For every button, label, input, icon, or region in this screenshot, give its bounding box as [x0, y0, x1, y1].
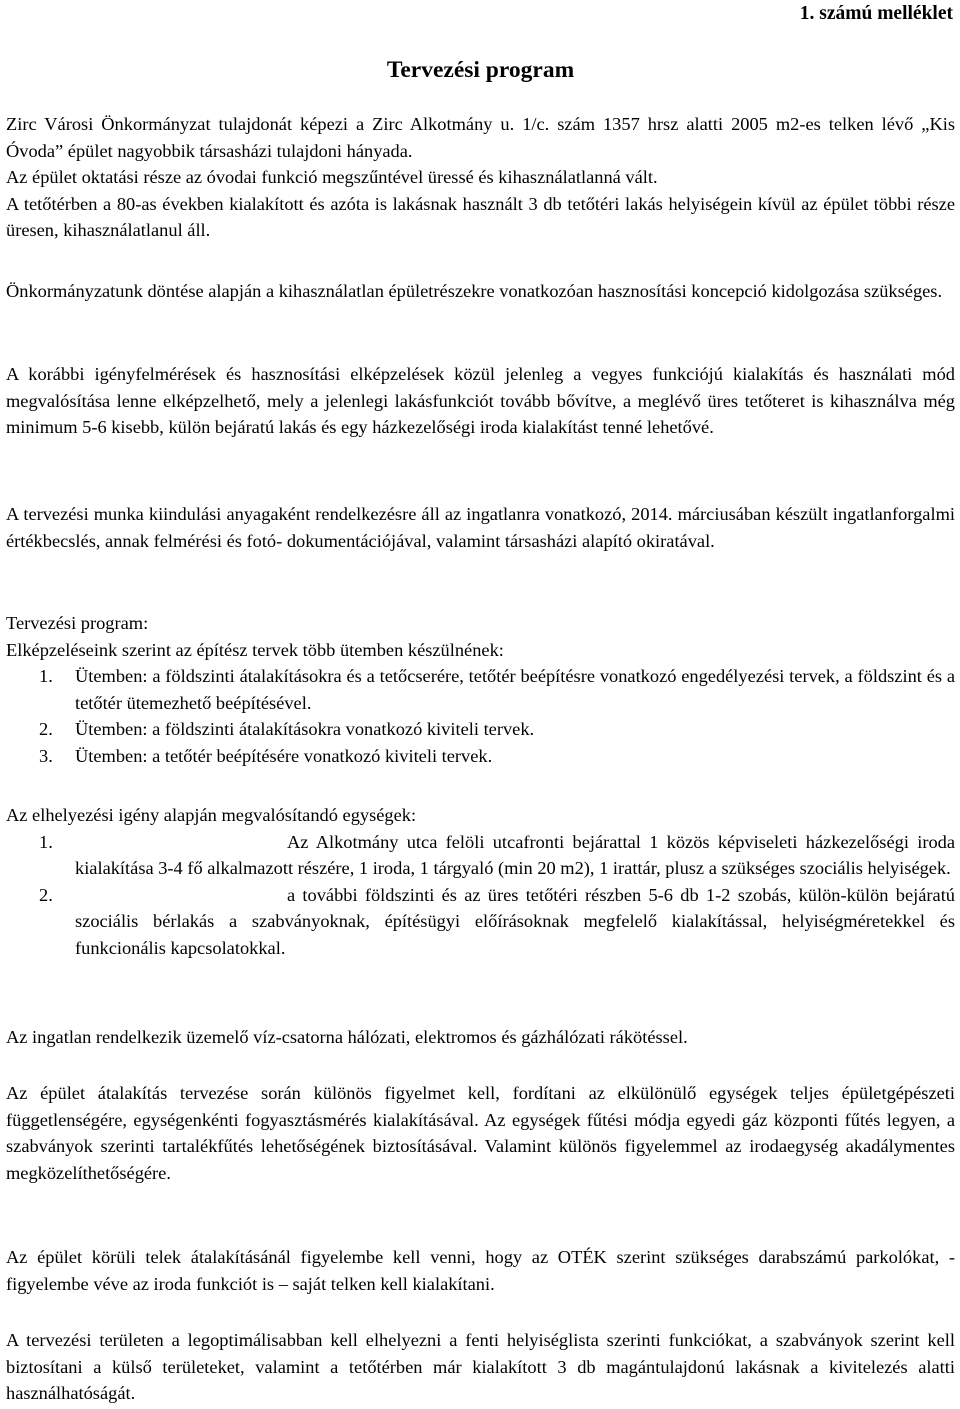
annex-label: 1. számú melléklet — [799, 3, 953, 24]
list-item-text: Ütemben: a földszinti átalakításokra vonatkozó kiviteli tervek. — [75, 719, 535, 740]
paragraph-parking — [6, 1244, 955, 1297]
intro-line-2: Az épület oktatási része az óvodai funkció megszűntével üressé és kihasználatlanná vált. — [6, 167, 658, 188]
intro-paragraph — [6, 111, 955, 244]
program-section — [6, 610, 955, 770]
program-phase-list — [6, 663, 955, 769]
list-item — [6, 663, 955, 716]
paragraph-utilities — [6, 1024, 955, 1051]
list-item-text: Ütemben: a tetőtér beépítésére vonatkozó kiviteli tervek. — [75, 745, 493, 766]
paragraph-decision — [6, 278, 955, 305]
list-item-number: 1. — [39, 831, 53, 852]
list-item — [6, 829, 955, 882]
paragraph-mechanical-text: Az épület átalakítás tervezése során különös figyelmet kell, fordítani az elkülönülő egységek teljes épületgépészeti függetlenségére, egységenkénti fogyasztásmérés kialakításával. Az egységek fűtési módja egyedi gáz központi fűtés legyen, a szabványok szerinti tartalékfűtés lehetőségének biztosításával. Valamint különös figyelemmel az irodaegység akadálymentes megközelíthetőségére. — [6, 1083, 955, 1183]
paragraph-concept — [6, 361, 955, 441]
document-title-text: Tervezési program — [386, 57, 575, 83]
list-item-text: Az Alkotmány utca felöli utcafronti bejárattal 1 közös képviseleti házkezelőségi iroda kialakítása 3-4 fő alkalmazott részére, 1 iroda, 1 tárgyaló (min 20 m2), 1 irattár, plusz a szükséges szociális helyiségek. — [75, 831, 955, 879]
paragraph-decision-text: Önkormányzatunk döntése alapján a kihasználatlan épületrészekre vonatkozóan hasznosítási koncepció kidolgozása szükséges. — [6, 281, 943, 301]
paragraph-site-text: A tervezési területen a legoptimálisabban kell elhelyezni a fenti helyiséglista szerinti funkciókat, a szabványok szerint kell biztosítani a külső területeket, valamint a tetőtérben már kialakított 3 db magántulajdonú lakásnak a kivitelezés alatti használhatóságát. — [6, 1330, 955, 1404]
units-heading: Az elhelyezési igény alapján megvalósítandó egységek: — [6, 805, 417, 825]
list-item-number: 2. — [39, 884, 53, 905]
paragraph-parking-text: Az épület körüli telek átalakításánál figyelembe kell venni, hogy az OTÉK szerint szükséges darabszámú parkolókat, - figyelembe véve az iroda funkciót is – saját telken kell kialakítani. — [6, 1247, 955, 1294]
list-item-number: 3. — [39, 745, 53, 766]
units-section — [6, 802, 955, 962]
list-item-text: a további földszinti és az üres tetőtéri részben 5-6 db 1-2 szobás, külön-külön bejáratú szociális bérlakás a szabványoknak, építésügyi előírásoknak megfelelő kialakítással, helyiségméretekkel és funkcionális kapcsolatokkal. — [75, 884, 955, 958]
paragraph-utilities-text: Az ingatlan rendelkezik üzemelő víz-csatorna hálózati, elektromos és gázhálózati rákötéssel. — [6, 1027, 688, 1047]
list-item-number: 2. — [39, 719, 53, 740]
units-list — [6, 829, 955, 962]
list-item-number: 1. — [39, 666, 53, 687]
list-item-text: Ütemben: a földszinti átalakításokra és a tetőcserére, tetőtér beépítésre vonatkozó engedélyezési tervek, a földszint és a tetőtér ütemezhető beépítésével. — [75, 666, 955, 713]
program-heading: Tervezési program: — [6, 613, 149, 633]
paragraph-source-material — [6, 501, 955, 554]
intro-line-1: Zirc Városi Önkormányzat tulajdonát képezi a Zirc Alkotmány u. 1/c. szám 1357 hrsz alatti 2005 m2-es telken lévő „Kis Óvoda” épület nagyobbik társasházi tulajdoni hányada. — [6, 114, 955, 161]
paragraph-site — [6, 1327, 955, 1407]
paragraph-concept-text: A korábbi igényfelmérések és hasznosítási elképzelések közül jelenleg a vegyes funkciójú kialakítás és használati mód megvalósítása lenne elképzelhető, mely a jelenlegi lakásfunkciót tovább bővítve, a meglévő üres tetőteret is kihasználva még minimum 5-6 kisebb, külön bejáratú lakás és egy házkezelőségi iroda kialakítást tenné lehetővé. — [6, 364, 955, 438]
intro-line-3: A tetőtérben a 80-as években kialakított és azóta is lakásnak használt 3 db tetőtéri lakás helyiségein kívül az épület többi része üresen, kihasználatlanul áll. — [6, 193, 955, 241]
list-item — [6, 882, 955, 962]
document-title — [6, 55, 955, 85]
list-item — [6, 716, 955, 743]
program-intro: Elképzeléseink szerint az építész tervek több ütemben készülnének: — [6, 639, 504, 660]
list-item — [6, 743, 955, 770]
paragraph-mechanical — [6, 1080, 955, 1186]
paragraph-source-material-text: A tervezési munka kiindulási anyagaként rendelkezésre áll az ingatlanra vonatkozó, 2014. márciusában készült ingatlanforgalmi értékbecslés, annak felmérési és fotó- dokumentációjával, valamint társasházi alapító okiratával. — [6, 504, 955, 551]
